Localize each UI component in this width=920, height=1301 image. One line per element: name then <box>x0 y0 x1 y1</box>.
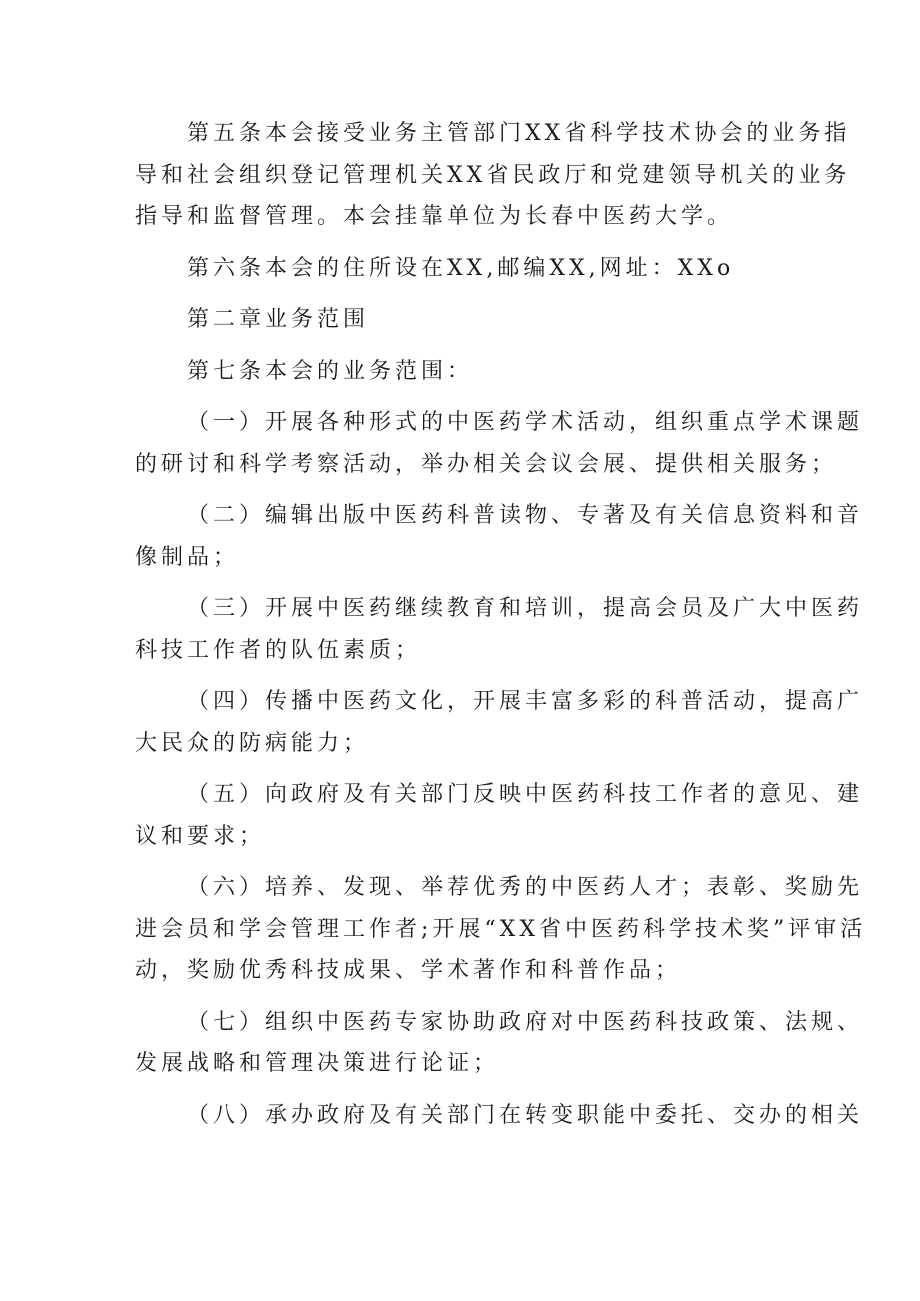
text-line: （七）组织中医药专家协助政府对中医药科技政策、法规、 <box>187 1009 864 1035</box>
paragraph-article-7 <box>135 351 795 393</box>
list-item-5 <box>135 774 864 857</box>
chapter-title <box>135 299 795 341</box>
list-item-6 <box>135 867 867 992</box>
text-line: 指导和监督管理。本会挂靠单位为长春中医药大学。 <box>135 204 734 229</box>
text-line: （五）向政府及有关部门反映中医药科技工作者的意见、建 <box>187 782 864 807</box>
list-item-4 <box>135 681 864 764</box>
text-line: 第七条本会的业务范围： <box>187 358 474 384</box>
text-line: 第二章业务范围 <box>187 307 370 332</box>
text-line: （三）开展中医药继续教育和培训，提高会员及广大中医药 <box>187 596 864 621</box>
text-line: 大民众的防病能力； <box>135 730 370 756</box>
text-line: （六）培养、发现、举荐优秀的中医药人才；表彰、奖励先 <box>187 875 864 900</box>
text-line: 的研讨和科学考察活动，举办相关会议会展、提供相关服务； <box>135 451 838 477</box>
paragraph-article-6 <box>135 248 795 290</box>
text-line: 像制品； <box>135 544 240 570</box>
text-line: 进会员和学会管理工作者;开展“XX省中医药科学技术奖”评审活 <box>135 916 867 942</box>
list-item-3 <box>135 588 864 671</box>
text-line: （二）编辑出版中医药科普读物、专著及有关信息资料和音 <box>187 503 864 528</box>
text-line: （八）承办政府及有关部门在转变职能中委托、交办的相关 <box>187 1102 864 1128</box>
text-line: （四）传播中医药文化，开展丰富多彩的科普活动，提高广 <box>187 689 864 714</box>
list-item-1 <box>135 402 864 485</box>
text-line: 发展战略和管理决策进行论证； <box>135 1051 500 1076</box>
text-line: （一）开展各种形式的中医药学术活动，组织重点学术课题 <box>187 410 864 435</box>
list-item-7 <box>135 1002 864 1085</box>
text-line: 导和社会组织登记管理机关XX省民政厅和党建领导机关的业务 <box>135 162 851 188</box>
list-item-8 <box>135 1095 864 1137</box>
paragraph-article-5 <box>135 113 851 238</box>
list-item-2 <box>135 495 864 578</box>
text-line: 议和要求； <box>135 823 266 849</box>
text-line: 动，奖励优秀科技成果、学术著作和科普作品； <box>135 958 682 983</box>
text-line: 第六条本会的住所设在XX,邮编XX,网址：XXo <box>187 255 735 281</box>
document-body <box>135 113 867 1146</box>
text-line: 科技工作者的队伍素质； <box>135 637 422 663</box>
text-line: 第五条本会接受业务主管部门XX省科学技术协会的业务指 <box>187 121 851 146</box>
